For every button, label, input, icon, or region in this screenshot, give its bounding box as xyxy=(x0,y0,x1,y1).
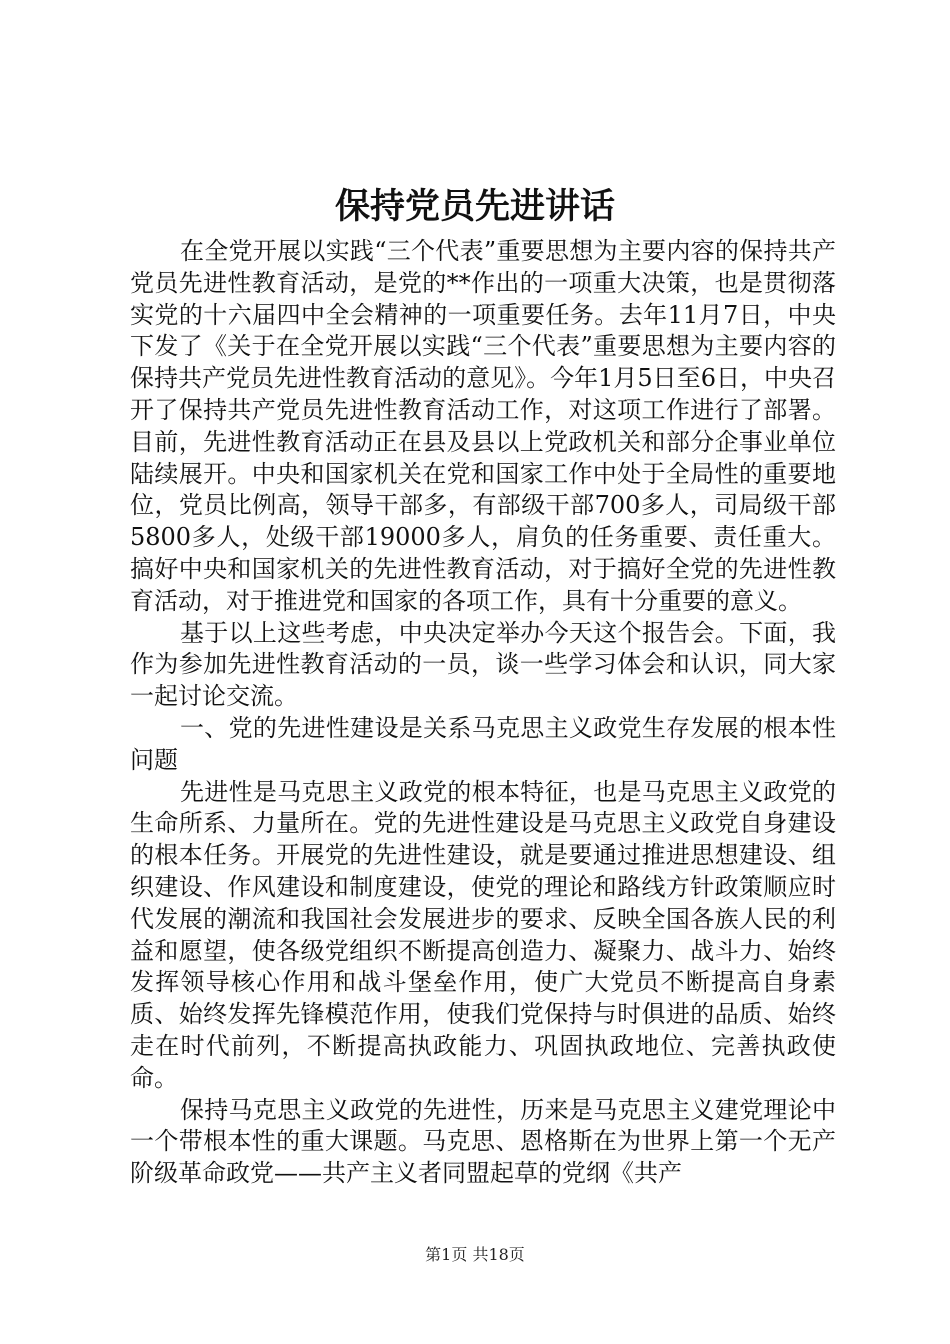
body-paragraph-4: 保持马克思主义政党的先进性，历来是马克思主义建党理论中一个带根本性的重大课题。马克思、恩格斯在为世界上第一个无产阶级革命政党——共产主义者同盟起草的党纲《共产 xyxy=(130,1095,836,1188)
page-number-footer: 第1页 共18页 xyxy=(425,1245,525,1264)
section-heading-1: 一、党的先进性建设是关系马克思主义政党生存发展的根本性问题 xyxy=(130,713,836,774)
document-body xyxy=(130,236,836,1190)
body-paragraph-2: 基于以上这些考虑，中央决定举办今天这个报告会。下面，我作为参加先进性教育活动的一员，谈一些学习体会和认识，同大家一起讨论交流。 xyxy=(130,618,836,711)
document-title: 保持党员先进讲话 xyxy=(334,186,615,227)
body-paragraph-1: 在全党开展以实践“三个代表”重要思想为主要内容的保持共产党员先进性教育活动，是党的**作出的一项重大决策，也是贯彻落实党的十六届四中全会精神的一项重要任务。去年11月7日，中央下发了《关于在全党开展以实践“三个代表”重要思想为主要内容的保持共产党员先进性教育活动的意见》。今年1月5日至6日，中央召开了保持共产党员先进性教育活动工作，对这项工作进行了部署。目前，先进性教育活动正在县及县以上党政机关和部分企事业单位陆续展开。中央和国家机关在党和国家工作中处于全局性的重要地位，党员比例高，领导干部多，有部级干部700多人，司局级干部5800多人，处级干部19000多人，肩负的任务重要、责任重大。搞好中央和国家机关的先进性教育活动，对于搞好全党的先进性教育活动，对于推进党和国家的各项工作，具有十分重要的意义。 xyxy=(130,237,836,615)
body-paragraph-3: 先进性是马克思主义政党的根本特征，也是马克思主义政党的生命所系、力量所在。党的先进性建设是马克思主义政党自身建设的根本任务。开展党的先进性建设，就是要通过推进思想建设、组织建设、作风建设和制度建设，使党的理论和路线方针政策顺应时代发展的潮流和我国社会发展进步的要求、反映全国各族人民的利益和愿望，使各级党组织不断提高创造力、凝聚力、战斗力、始终发挥领导核心作用和战斗堡垒作用，使广大党员不断提高自身素质、始终发挥先锋模范作用，使我们党保持与时俱进的品质、始终走在时代前列，不断提高执政能力、巩固执政地位、完善执政使命。 xyxy=(130,777,836,1092)
